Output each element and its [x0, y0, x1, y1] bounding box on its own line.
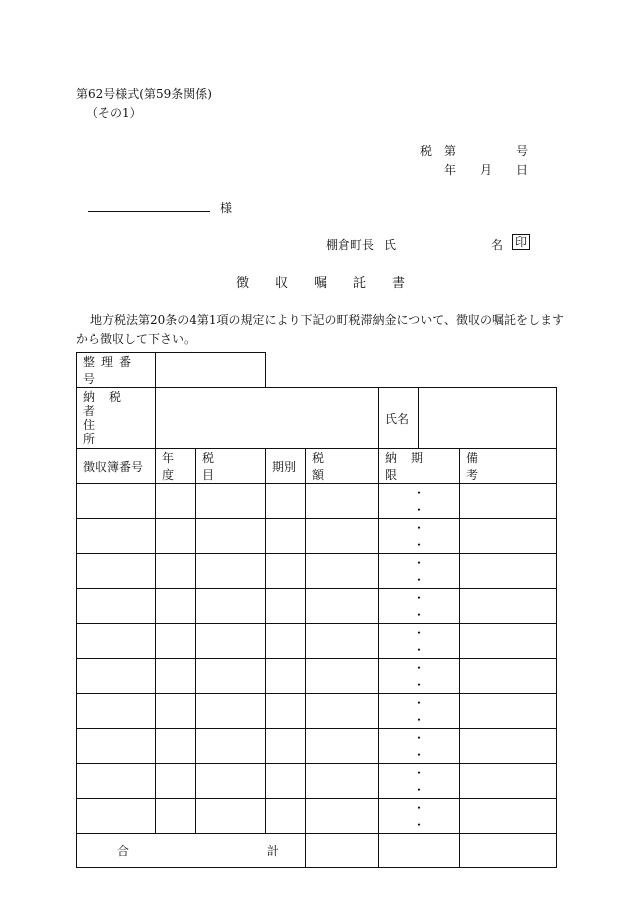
cell-tax-item[interactable]: [196, 729, 266, 764]
addressee-line: [88, 210, 210, 212]
ref-number-value[interactable]: [156, 353, 266, 388]
cell-remarks[interactable]: [460, 694, 557, 729]
cell-collection-book-no[interactable]: [77, 694, 156, 729]
data-rows: [77, 484, 557, 834]
cell-tax-amount[interactable]: [306, 484, 379, 519]
cell-tax-amount[interactable]: [306, 554, 379, 589]
cell-remarks[interactable]: [460, 659, 557, 694]
cell-remarks[interactable]: [460, 589, 557, 624]
name-label: 氏名: [379, 388, 419, 449]
date-day: 日: [516, 163, 529, 177]
cell-collection-book-no[interactable]: [77, 589, 156, 624]
cell-fiscal-year[interactable]: [156, 799, 196, 834]
cell-tax-amount[interactable]: [306, 694, 379, 729]
table-row: [77, 589, 557, 624]
date-month: 月: [480, 163, 493, 177]
cell-collection-book-no[interactable]: [77, 624, 156, 659]
table-row: [77, 519, 557, 554]
seal-box: [512, 234, 530, 250]
cell-tax-item[interactable]: [196, 799, 266, 834]
cell-tax-item[interactable]: [196, 694, 266, 729]
total-due-blank: [379, 834, 460, 868]
taxpayer-name-value[interactable]: [419, 388, 557, 449]
body-text-line1: 地方税法第20条の4第1項の規定により下記の町税滞納金について、徴収の嘱託をします: [90, 313, 565, 327]
cell-collection-book-no[interactable]: [77, 729, 156, 764]
taxpayer-label: [77, 388, 156, 449]
table-row: [77, 554, 557, 589]
date-year: 年: [444, 163, 457, 177]
cell-period[interactable]: [266, 729, 306, 764]
blank-area: [266, 353, 557, 388]
cell-tax-item[interactable]: [196, 519, 266, 554]
cell-tax-amount[interactable]: [306, 764, 379, 799]
cell-fiscal-year[interactable]: [156, 764, 196, 799]
ref-number-label: 整理番号: [77, 353, 156, 388]
cell-remarks[interactable]: [460, 799, 557, 834]
cell-due-date[interactable]: ・ ・: [379, 589, 460, 624]
cell-due-date[interactable]: ・ ・: [379, 799, 460, 834]
table-row: [77, 764, 557, 799]
cell-period[interactable]: [266, 799, 306, 834]
cell-due-date[interactable]: ・ ・: [379, 764, 460, 799]
cell-collection-book-no[interactable]: [77, 484, 156, 519]
cell-fiscal-year[interactable]: [156, 729, 196, 764]
cell-tax-item[interactable]: [196, 659, 266, 694]
col-due-date: 納期限: [379, 449, 460, 484]
total-row: [77, 834, 557, 868]
cell-tax-amount[interactable]: [306, 729, 379, 764]
cell-fiscal-year[interactable]: [156, 659, 196, 694]
cell-fiscal-year[interactable]: [156, 589, 196, 624]
commission-table: [76, 352, 557, 868]
ref-zei: 税: [420, 144, 433, 158]
cell-period[interactable]: [266, 484, 306, 519]
cell-due-date[interactable]: ・ ・: [379, 729, 460, 764]
total-label-left: 合: [117, 844, 130, 858]
form-sub-number: （その1）: [86, 106, 142, 120]
body-text-line2: から徴収して下さい。: [76, 332, 197, 346]
cell-remarks[interactable]: [460, 484, 557, 519]
cell-remarks[interactable]: [460, 729, 557, 764]
cell-fiscal-year[interactable]: [156, 554, 196, 589]
cell-collection-book-no[interactable]: [77, 554, 156, 589]
table-row: [77, 799, 557, 834]
ref-number-row: [77, 353, 557, 388]
cell-tax-item[interactable]: [196, 554, 266, 589]
cell-tax-amount[interactable]: [306, 799, 379, 834]
cell-tax-item[interactable]: [196, 624, 266, 659]
table-row: [77, 659, 557, 694]
cell-period[interactable]: [266, 589, 306, 624]
col-remarks: 備考: [460, 449, 557, 484]
cell-fiscal-year[interactable]: [156, 484, 196, 519]
seal-icon: 印: [512, 234, 530, 250]
issuer-shi: 氏: [384, 238, 397, 252]
taxpayer-label-1: 納税者: [83, 390, 136, 418]
cell-period[interactable]: [266, 764, 306, 799]
cell-due-date[interactable]: ・ ・: [379, 694, 460, 729]
total-label-right: 計: [266, 844, 279, 858]
cell-collection-book-no[interactable]: [77, 659, 156, 694]
document-title: 徴収嘱託書: [236, 276, 432, 291]
cell-due-date[interactable]: ・ ・: [379, 624, 460, 659]
cell-due-date[interactable]: ・ ・: [379, 554, 460, 589]
cell-tax-amount[interactable]: [306, 519, 379, 554]
issuer-title: 棚倉町長: [326, 238, 375, 252]
cell-fiscal-year[interactable]: [156, 694, 196, 729]
col-tax-amount: 税額: [306, 449, 379, 484]
ref-go: 号: [516, 144, 529, 158]
col-period: 期別: [266, 449, 306, 484]
cell-remarks[interactable]: [460, 554, 557, 589]
cell-due-date[interactable]: ・ ・: [379, 659, 460, 694]
cell-fiscal-year[interactable]: [156, 519, 196, 554]
form-number: 第62号様式(第59条関係): [76, 87, 212, 101]
cell-tax-item[interactable]: [196, 589, 266, 624]
cell-period[interactable]: [266, 694, 306, 729]
cell-period[interactable]: [266, 659, 306, 694]
taxpayer-label-2: 住所: [83, 418, 134, 446]
cell-remarks[interactable]: [460, 624, 557, 659]
col-fiscal-year: 年度: [156, 449, 196, 484]
cell-remarks[interactable]: [460, 519, 557, 554]
cell-collection-book-no[interactable]: [77, 799, 156, 834]
taxpayer-row: [77, 388, 557, 449]
cell-due-date[interactable]: ・ ・: [379, 519, 460, 554]
cell-tax-item[interactable]: [196, 484, 266, 519]
ref-dai: 第: [444, 144, 457, 158]
cell-period[interactable]: [266, 624, 306, 659]
issuer-mei: 名: [491, 238, 504, 252]
total-remarks[interactable]: [460, 834, 557, 868]
col-collection-book-no: 徴収簿番号: [77, 449, 156, 484]
table-row: [77, 694, 557, 729]
total-label: [77, 834, 306, 868]
column-header-row: [77, 449, 557, 484]
addressee-suffix: 様: [220, 201, 233, 215]
cell-due-date[interactable]: ・ ・: [379, 484, 460, 519]
cell-tax-amount[interactable]: [306, 589, 379, 624]
cell-collection-book-no[interactable]: [77, 519, 156, 554]
table-row: [77, 729, 557, 764]
total-amount[interactable]: [306, 834, 379, 868]
table-row: [77, 624, 557, 659]
cell-tax-item[interactable]: [196, 764, 266, 799]
col-tax-item: 税目: [196, 449, 266, 484]
cell-collection-book-no[interactable]: [77, 764, 156, 799]
table-row: [77, 484, 557, 519]
taxpayer-address-value[interactable]: [156, 388, 379, 449]
cell-period[interactable]: [266, 519, 306, 554]
cell-remarks[interactable]: [460, 764, 557, 799]
cell-fiscal-year[interactable]: [156, 624, 196, 659]
cell-tax-amount[interactable]: [306, 624, 379, 659]
cell-period[interactable]: [266, 554, 306, 589]
cell-tax-amount[interactable]: [306, 659, 379, 694]
